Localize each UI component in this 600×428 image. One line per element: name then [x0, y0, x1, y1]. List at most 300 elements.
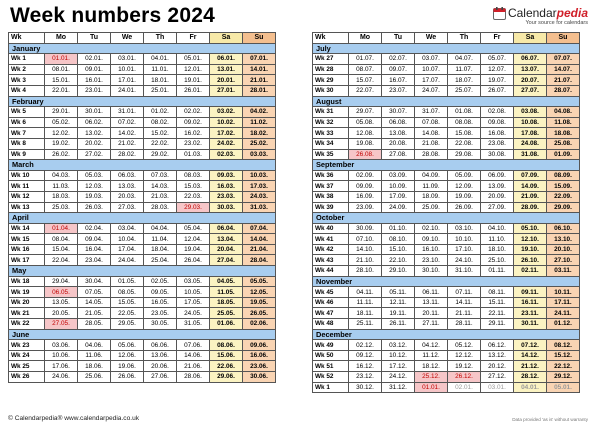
- day-cell: 12.08.: [349, 128, 382, 139]
- week-row: [313, 255, 580, 266]
- day-cell: 02.10.: [415, 223, 448, 234]
- week-row: [9, 319, 276, 330]
- day-cell: 13.08.: [382, 128, 415, 139]
- day-cell: 04.01.: [514, 382, 547, 393]
- day-cell: 08.07.: [349, 64, 382, 75]
- day-cell: 10.06.: [45, 350, 78, 361]
- day-cell: 13.07.: [514, 64, 547, 75]
- day-cell: 24.05.: [177, 308, 210, 319]
- day-cell: 16.02.: [177, 128, 210, 139]
- week-number: Wk 20: [9, 297, 45, 308]
- day-cell: 01.07.: [349, 54, 382, 65]
- week-row: [313, 234, 580, 245]
- week-row: [313, 170, 580, 181]
- week-number: Wk 52: [313, 372, 349, 383]
- day-cell: 25.03.: [45, 202, 78, 213]
- day-cell: 19.06.: [111, 361, 144, 372]
- day-cell: 11.05.: [210, 287, 243, 298]
- day-cell: 06.03.: [111, 170, 144, 181]
- column-header-mo: Mo: [45, 33, 78, 44]
- week-number: Wk 9: [9, 149, 45, 160]
- day-cell: 21.12.: [514, 361, 547, 372]
- day-cell: 30.04.: [78, 276, 111, 287]
- month-label: October: [313, 213, 580, 224]
- day-cell: 19.02.: [45, 138, 78, 149]
- column-header-su: Su: [547, 33, 580, 44]
- day-cell: 21.08.: [415, 138, 448, 149]
- day-cell: 26.09.: [448, 202, 481, 213]
- day-cell: 20.12.: [481, 361, 514, 372]
- day-cell: 27.04.: [210, 255, 243, 266]
- day-cell: 21.09.: [514, 191, 547, 202]
- day-cell: 03.12.: [382, 340, 415, 351]
- day-cell: 01.02.: [144, 107, 177, 118]
- day-cell: 22.12.: [547, 361, 580, 372]
- day-cell: 02.12.: [349, 340, 382, 351]
- day-cell: 22.05.: [111, 308, 144, 319]
- day-cell: 23.12.: [349, 372, 382, 383]
- month-band: [313, 329, 580, 340]
- day-cell: 09.10.: [415, 234, 448, 245]
- day-cell: 04.06.: [78, 340, 111, 351]
- day-cell: 04.11.: [349, 287, 382, 298]
- day-cell: 03.01.: [481, 382, 514, 393]
- week-row: [313, 54, 580, 65]
- day-cell: 13.06.: [144, 350, 177, 361]
- month-band: [9, 43, 276, 54]
- day-cell: 14.11.: [448, 297, 481, 308]
- day-cell: 01.05.: [111, 276, 144, 287]
- day-cell: 05.06.: [111, 340, 144, 351]
- day-cell: 02.04.: [78, 223, 111, 234]
- day-cell: 19.11.: [382, 308, 415, 319]
- day-cell: 26.08.: [349, 149, 382, 160]
- day-cell: 06.04.: [210, 223, 243, 234]
- day-cell: 11.12.: [415, 350, 448, 361]
- month-label: January: [9, 43, 276, 54]
- week-number: Wk 50: [313, 350, 349, 361]
- month-band: [9, 213, 276, 224]
- week-row: [9, 276, 276, 287]
- month-band: [313, 43, 580, 54]
- day-cell: 01.06.: [210, 319, 243, 330]
- column-header-sa: Sa: [514, 33, 547, 44]
- day-cell: 04.10.: [481, 223, 514, 234]
- week-number: Wk 45: [313, 287, 349, 298]
- day-cell: 31.10.: [448, 266, 481, 277]
- day-cell: 18.01.: [144, 75, 177, 86]
- day-cell: 04.04.: [144, 223, 177, 234]
- week-row: [9, 54, 276, 65]
- day-cell: 13.10.: [547, 234, 580, 245]
- day-cell: 05.03.: [78, 170, 111, 181]
- week-number: Wk 44: [313, 266, 349, 277]
- month-label: December: [313, 329, 580, 340]
- day-cell: 22.06.: [210, 361, 243, 372]
- day-cell: 16.08.: [481, 128, 514, 139]
- day-cell: 16.10.: [415, 244, 448, 255]
- day-cell: 16.03.: [210, 181, 243, 192]
- day-cell: 24.11.: [547, 308, 580, 319]
- day-cell: 04.02.: [243, 107, 276, 118]
- week-number: Wk 12: [9, 191, 45, 202]
- day-cell: 16.11.: [514, 297, 547, 308]
- day-cell: 26.12.: [448, 372, 481, 383]
- brand-logo: [493, 6, 588, 26]
- day-cell: 10.08.: [514, 117, 547, 128]
- day-cell: 08.12.: [547, 340, 580, 351]
- day-cell: 19.01.: [177, 75, 210, 86]
- day-cell: 23.09.: [349, 202, 382, 213]
- day-cell: 10.03.: [243, 170, 276, 181]
- day-cell: 06.12.: [481, 340, 514, 351]
- day-cell: 25.01.: [144, 85, 177, 96]
- day-cell: 17.04.: [111, 244, 144, 255]
- column-header-mo: Mo: [349, 33, 382, 44]
- day-cell: 14.09.: [514, 181, 547, 192]
- month-band: [313, 160, 580, 171]
- day-cell: 22.11.: [481, 308, 514, 319]
- day-cell: 22.04.: [45, 255, 78, 266]
- week-row: [9, 191, 276, 202]
- week-number: Wk 27: [313, 54, 349, 65]
- day-cell: 30.10.: [415, 266, 448, 277]
- day-cell: 13.11.: [415, 297, 448, 308]
- day-cell: 16.05.: [144, 297, 177, 308]
- week-number: Wk 5: [9, 107, 45, 118]
- column-header-fr: Fr: [481, 33, 514, 44]
- day-cell: 12.01.: [177, 64, 210, 75]
- week-number: Wk 34: [313, 138, 349, 149]
- week-number: Wk 42: [313, 244, 349, 255]
- day-cell: 07.04.: [243, 223, 276, 234]
- day-cell: 03.11.: [547, 266, 580, 277]
- logo-wordmark: Calendarpedia: [507, 6, 588, 20]
- week-number: Wk 6: [9, 117, 45, 128]
- day-cell: 05.01.: [177, 54, 210, 65]
- day-cell: 03.10.: [448, 223, 481, 234]
- day-cell: 27.11.: [415, 319, 448, 330]
- week-number: Wk 14: [9, 223, 45, 234]
- day-cell: 28.10.: [349, 266, 382, 277]
- week-number: Wk 41: [313, 234, 349, 245]
- day-cell: 17.06.: [45, 361, 78, 372]
- week-row: [9, 297, 276, 308]
- day-cell: 19.03.: [78, 191, 111, 202]
- day-cell: 04.07.: [448, 54, 481, 65]
- day-cell: 20.10.: [547, 244, 580, 255]
- day-cell: 08.04.: [45, 234, 78, 245]
- day-cell: 15.12.: [547, 350, 580, 361]
- day-cell: 08.08.: [448, 117, 481, 128]
- day-cell: 28.05.: [78, 319, 111, 330]
- day-cell: 02.02.: [177, 107, 210, 118]
- day-cell: 21.11.: [448, 308, 481, 319]
- day-cell: 20.08.: [382, 138, 415, 149]
- day-cell: 26.03.: [78, 202, 111, 213]
- column-header-we: We: [415, 33, 448, 44]
- day-cell: 31.05.: [177, 319, 210, 330]
- day-cell: 26.06.: [111, 372, 144, 383]
- day-cell: 23.07.: [382, 85, 415, 96]
- day-cell: 03.09.: [382, 170, 415, 181]
- day-cell: 25.07.: [448, 85, 481, 96]
- month-label: February: [9, 96, 276, 107]
- day-cell: 23.02.: [177, 138, 210, 149]
- day-cell: 31.12.: [382, 382, 415, 393]
- week-row: [9, 138, 276, 149]
- day-cell: 02.11.: [514, 266, 547, 277]
- day-cell: 21.10.: [349, 255, 382, 266]
- week-row: [9, 170, 276, 181]
- day-cell: 27.10.: [547, 255, 580, 266]
- week-row: [313, 350, 580, 361]
- day-cell: 11.11.: [349, 297, 382, 308]
- day-cell: 09.12.: [349, 350, 382, 361]
- week-number: Wk 51: [313, 361, 349, 372]
- week-number: Wk 17: [9, 255, 45, 266]
- week-row: [9, 244, 276, 255]
- day-cell: 18.08.: [547, 128, 580, 139]
- day-cell: 19.04.: [177, 244, 210, 255]
- week-row: [313, 202, 580, 213]
- day-cell: 30.07.: [382, 107, 415, 118]
- day-cell: 07.11.: [448, 287, 481, 298]
- week-number: Wk 36: [313, 170, 349, 181]
- day-cell: 03.01.: [111, 54, 144, 65]
- day-cell: 18.10.: [481, 244, 514, 255]
- column-header-sa: Sa: [210, 33, 243, 44]
- day-cell: 03.03.: [243, 149, 276, 160]
- day-cell: 03.05.: [177, 276, 210, 287]
- day-cell: 29.05.: [111, 319, 144, 330]
- day-cell: 23.04.: [78, 255, 111, 266]
- day-cell: 14.10.: [349, 244, 382, 255]
- day-cell: 25.04.: [144, 255, 177, 266]
- day-cell: 15.07.: [349, 75, 382, 86]
- week-row: [9, 181, 276, 192]
- day-cell: 21.07.: [547, 75, 580, 86]
- day-cell: 15.08.: [448, 128, 481, 139]
- week-number: Wk 37: [313, 181, 349, 192]
- day-cell: 11.01.: [144, 64, 177, 75]
- day-cell: 02.09.: [349, 170, 382, 181]
- week-number: Wk 16: [9, 244, 45, 255]
- day-cell: 09.06.: [243, 340, 276, 351]
- day-cell: 17.01.: [111, 75, 144, 86]
- day-cell: 20.01.: [210, 75, 243, 86]
- day-cell: 27.07.: [514, 85, 547, 96]
- day-cell: 28.07.: [547, 85, 580, 96]
- day-cell: 13.03.: [111, 181, 144, 192]
- day-cell: 05.09.: [448, 170, 481, 181]
- day-cell: 03.07.: [415, 54, 448, 65]
- week-number: Wk 11: [9, 181, 45, 192]
- day-cell: 22.03.: [177, 191, 210, 202]
- week-number: Wk 39: [313, 202, 349, 213]
- day-cell: 23.05.: [144, 308, 177, 319]
- week-row: [9, 75, 276, 86]
- day-cell: 29.07.: [349, 107, 382, 118]
- day-cell: 23.03.: [210, 191, 243, 202]
- day-cell: 07.01.: [243, 54, 276, 65]
- day-cell: 13.09.: [481, 181, 514, 192]
- day-cell: 07.12.: [514, 340, 547, 351]
- day-cell: 15.11.: [481, 297, 514, 308]
- column-header-fr: Fr: [177, 33, 210, 44]
- week-number: Wk 19: [9, 287, 45, 298]
- day-cell: 16.09.: [349, 191, 382, 202]
- logo-tagline: Your source for calendars: [525, 20, 588, 26]
- day-cell: 01.01.: [45, 54, 78, 65]
- month-label: September: [313, 160, 580, 171]
- month-label: May: [9, 266, 276, 277]
- week-number: Wk 33: [313, 128, 349, 139]
- week-row: [9, 234, 276, 245]
- day-cell: 04.12.: [415, 340, 448, 351]
- day-cell: 05.12.: [448, 340, 481, 351]
- week-row: [313, 297, 580, 308]
- day-cell: 15.04.: [45, 244, 78, 255]
- day-cell: 20.05.: [45, 308, 78, 319]
- day-cell: 12.07.: [481, 64, 514, 75]
- day-cell: 09.09.: [349, 181, 382, 192]
- day-cell: 22.09.: [547, 191, 580, 202]
- day-cell: 12.12.: [448, 350, 481, 361]
- day-cell: 15.10.: [382, 244, 415, 255]
- day-cell: 29.08.: [448, 149, 481, 160]
- day-cell: 09.11.: [514, 287, 547, 298]
- day-cell: 01.08.: [448, 107, 481, 118]
- header-row: [313, 33, 580, 44]
- day-cell: 12.09.: [448, 181, 481, 192]
- day-cell: 06.08.: [382, 117, 415, 128]
- day-cell: 29.02.: [144, 149, 177, 160]
- day-cell: 24.12.: [382, 372, 415, 383]
- day-cell: 30.01.: [78, 107, 111, 118]
- week-number: Wk 31: [313, 107, 349, 118]
- week-number: Wk 26: [9, 372, 45, 383]
- column-header-we: We: [111, 33, 144, 44]
- week-number: Wk 48: [313, 319, 349, 330]
- day-cell: 04.09.: [415, 170, 448, 181]
- day-cell: 25.08.: [547, 138, 580, 149]
- week-number: Wk 47: [313, 308, 349, 319]
- day-cell: 09.08.: [481, 117, 514, 128]
- day-cell: 29.01.: [45, 107, 78, 118]
- day-cell: 28.09.: [514, 202, 547, 213]
- week-row: [9, 107, 276, 118]
- day-cell: 18.03.: [45, 191, 78, 202]
- day-cell: 30.12.: [349, 382, 382, 393]
- day-cell: 15.05.: [111, 297, 144, 308]
- day-cell: 29.11.: [481, 319, 514, 330]
- footer-disclaimer: Data provided 'as is' without warranty: [512, 417, 588, 422]
- day-cell: 07.08.: [415, 117, 448, 128]
- day-cell: 25.11.: [349, 319, 382, 330]
- week-row: [313, 191, 580, 202]
- month-label: November: [313, 276, 580, 287]
- day-cell: 11.07.: [448, 64, 481, 75]
- day-cell: 23.08.: [481, 138, 514, 149]
- week-number: Wk 13: [9, 202, 45, 213]
- day-cell: 30.06.: [243, 372, 276, 383]
- day-cell: 13.12.: [481, 350, 514, 361]
- day-cell: 01.03.: [177, 149, 210, 160]
- day-cell: 19.09.: [448, 191, 481, 202]
- day-cell: 27.08.: [382, 149, 415, 160]
- month-band: [9, 329, 276, 340]
- day-cell: 05.05.: [243, 276, 276, 287]
- day-cell: 25.09.: [415, 202, 448, 213]
- week-row: [313, 64, 580, 75]
- day-cell: 30.11.: [514, 319, 547, 330]
- day-cell: 13.04.: [210, 234, 243, 245]
- day-cell: 10.09.: [382, 181, 415, 192]
- day-cell: 26.02.: [45, 149, 78, 160]
- day-cell: 19.10.: [514, 244, 547, 255]
- day-cell: 02.08.: [481, 107, 514, 118]
- week-row: [313, 107, 580, 118]
- week-number: Wk 10: [9, 170, 45, 181]
- calendar-table-second-half: [312, 32, 580, 393]
- day-cell: 15.06.: [210, 350, 243, 361]
- day-cell: 04.05.: [210, 276, 243, 287]
- week-number: Wk 8: [9, 138, 45, 149]
- day-cell: 14.12.: [514, 350, 547, 361]
- day-cell: 24.04.: [111, 255, 144, 266]
- day-cell: 25.06.: [78, 372, 111, 383]
- day-cell: 23.11.: [514, 308, 547, 319]
- day-cell: 14.04.: [243, 234, 276, 245]
- day-cell: 10.07.: [415, 64, 448, 75]
- day-cell: 15.09.: [547, 181, 580, 192]
- day-cell: 27.12.: [481, 372, 514, 383]
- day-cell: 09.05.: [144, 287, 177, 298]
- day-cell: 07.06.: [177, 340, 210, 351]
- day-cell: 22.07.: [349, 85, 382, 96]
- week-number: Wk 21: [9, 308, 45, 319]
- day-cell: 21.03.: [144, 191, 177, 202]
- week-row: [313, 128, 580, 139]
- week-row: [9, 372, 276, 383]
- day-cell: 22.02.: [144, 138, 177, 149]
- week-row: [313, 117, 580, 128]
- day-cell: 01.11.: [481, 266, 514, 277]
- week-number: Wk 29: [313, 75, 349, 86]
- day-cell: 12.06.: [111, 350, 144, 361]
- day-cell: 29.12.: [547, 372, 580, 383]
- week-number: Wk 32: [313, 117, 349, 128]
- week-row: [9, 361, 276, 372]
- day-cell: 17.10.: [448, 244, 481, 255]
- day-cell: 24.07.: [415, 85, 448, 96]
- day-cell: 09.02.: [177, 117, 210, 128]
- month-band: [313, 96, 580, 107]
- day-cell: 24.10.: [448, 255, 481, 266]
- day-cell: 02.06.: [243, 319, 276, 330]
- week-number: Wk 30: [313, 85, 349, 96]
- week-number: Wk 15: [9, 234, 45, 245]
- day-cell: 01.10.: [382, 223, 415, 234]
- day-cell: 11.03.: [45, 181, 78, 192]
- day-cell: 26.10.: [514, 255, 547, 266]
- day-cell: 26.11.: [382, 319, 415, 330]
- week-number: Wk 1: [313, 382, 349, 393]
- day-cell: 12.02.: [45, 128, 78, 139]
- week-number: Wk 43: [313, 255, 349, 266]
- day-cell: 24.08.: [514, 138, 547, 149]
